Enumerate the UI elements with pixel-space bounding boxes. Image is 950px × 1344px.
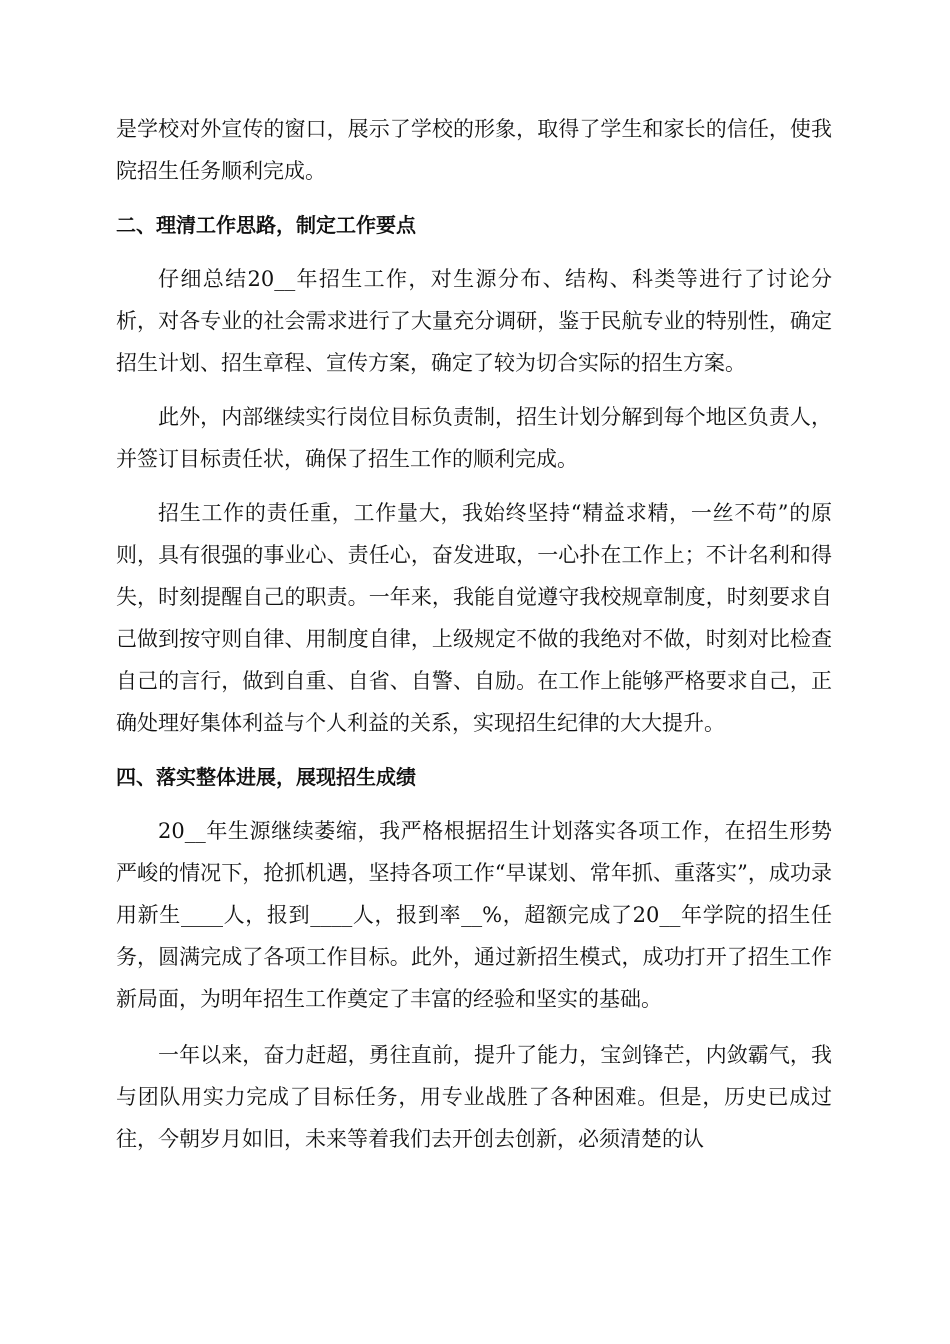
paragraph-work-attitude: 招生工作的责任重，工作量大，我始终坚持“精益求精，一丝不苟”的原则，具有很强的事业心、责任心，奋发进取，一心扑在工作上；不计名利和得失，时刻提醒自己的职责。一年来，我能自觉遵守我校规章制度，时刻要求自己做到按守则自律、用制度自律，上级规定不做的我绝对不做，时刻对比检查自己的言行，做到自重、自省、自警、自励。在工作上能够严格要求自己，正确处理好集体利益与个人利益的关系，实现招生纪律的大大提升。: [116, 501, 832, 735]
document-page: [116, 108, 832, 1160]
paragraph-summary: 仔细总结20__年招生工作，对生源分布、结构、科类等进行了讨论分析，对各专业的社会需求进行了大量充分调研，鉴于民航专业的特别性，确定招生计划、招生章程、宣传方案，确定了较为切合实际的招生方案。: [116, 267, 832, 375]
paragraph-responsibility: 此外，内部继续实行岗位目标负责制，招生计划分解到每个地区负责人，并签订目标责任状，确保了招生工作的顺利完成。: [116, 405, 832, 471]
section-heading-four: 四、落实整体进展，展现招生成绩: [116, 765, 416, 789]
paragraph-intro-continuation: 是学校对外宣传的窗口，展示了学校的形象，取得了学生和家长的信任，使我院招生任务顺利完成。: [116, 117, 832, 183]
paragraph-results: 20__年生源继续萎缩，我严格根据招生计划落实各项工作，在招生形势严峻的情况下，抢抓机遇，坚持各项工作“早谋划、常年抓、重落实”，成功录用新生____人，报到____人，报到率__%，超额完成了20__年学院的招生任务，圆满完成了各项工作目标。此外，通过新招生模式，成功打开了招生工作新局面，为明年招生工作奠定了丰富的经验和坚实的基础。: [116, 819, 832, 1011]
paragraph-outlook: 一年以来，奋力赶超，勇往直前，提升了能力，宝剑锋芒，内敛霸气，我与团队用实力完成了目标任务，用专业战胜了各种困难。但是，历史已成过往，今朝岁月如旧，未来等着我们去开创去创新，必须清楚的认: [116, 1043, 832, 1151]
section-heading-two: 二、理清工作思路，制定工作要点: [116, 213, 416, 237]
